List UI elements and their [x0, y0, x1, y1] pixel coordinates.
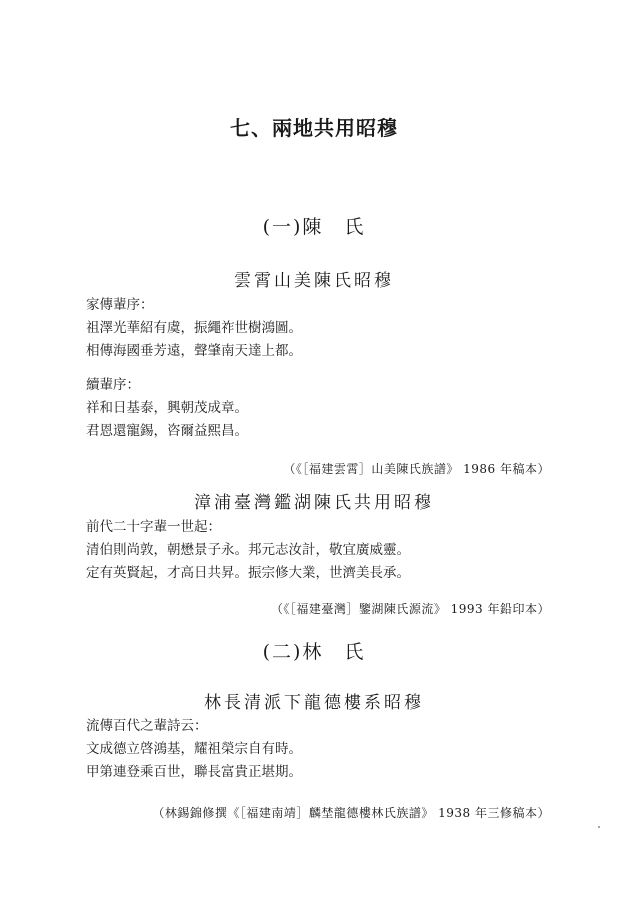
text-line: 甲第連登乘百世，聯長富貴正堪期。 — [86, 764, 302, 780]
text-line: 清伯則尚敦，朝懋景子永。邦元志汝計，敬宜廣威靈。 — [86, 542, 410, 558]
text-line: 祥和日基泰，興朝茂成章。 — [86, 400, 248, 416]
subsection-title-jianhu-chen: 漳浦臺灣鑑湖陳氏共用昭穆 — [194, 493, 434, 513]
source-citation: （林錫錦修撰《［福建南靖］麟埜龍德樓林氏族譜》 1938 年三修稿本） — [152, 806, 550, 820]
chapter-title: 七、兩地共用昭穆 — [230, 116, 398, 140]
section-title-chen: (一)陳 氏 — [262, 216, 366, 238]
text-line: 定有英賢起，才高日共昇。振宗修大業，世濟美長承。 — [86, 565, 410, 581]
text-line: 君恩還寵錫，咨爾益熙昌。 — [86, 423, 248, 439]
paragraph-xu — [86, 374, 566, 443]
subsection-title-longdelou-lin: 林長清派下龍德樓系昭穆 — [204, 693, 424, 713]
scan-speck — [598, 826, 600, 828]
paragraph-jiachuan — [86, 294, 566, 363]
paragraph-qiandai — [86, 516, 566, 585]
text-line: 流傳百代之輩詩云： — [86, 718, 208, 734]
text-line: 文成德立啓鴻基，耀祖榮宗自有時。 — [86, 741, 302, 757]
paragraph-liuchuan — [86, 715, 566, 784]
text-line: 家傳輩序： — [86, 297, 154, 313]
source-citation: （《［福建雲霄］山美陳氏族譜》 1986 年稿本） — [283, 462, 550, 476]
text-line: 祖澤光華紹有虞，振繩祚世樹鴻圖。 — [86, 320, 302, 336]
text-line: 續輩序： — [86, 377, 140, 393]
subsection-title-shanmei-chen: 雲霄山美陳氏昭穆 — [234, 271, 394, 291]
text-line: 前代二十字輩一世起： — [86, 519, 221, 535]
text-line: 相傳海國垂芳遠，聲肇南天達上都。 — [86, 343, 302, 359]
source-citation: （《［福建臺灣］鑒湖陳氏源流》 1993 年鉛印本） — [270, 602, 550, 616]
section-title-lin: (二)林 氏 — [262, 641, 366, 663]
